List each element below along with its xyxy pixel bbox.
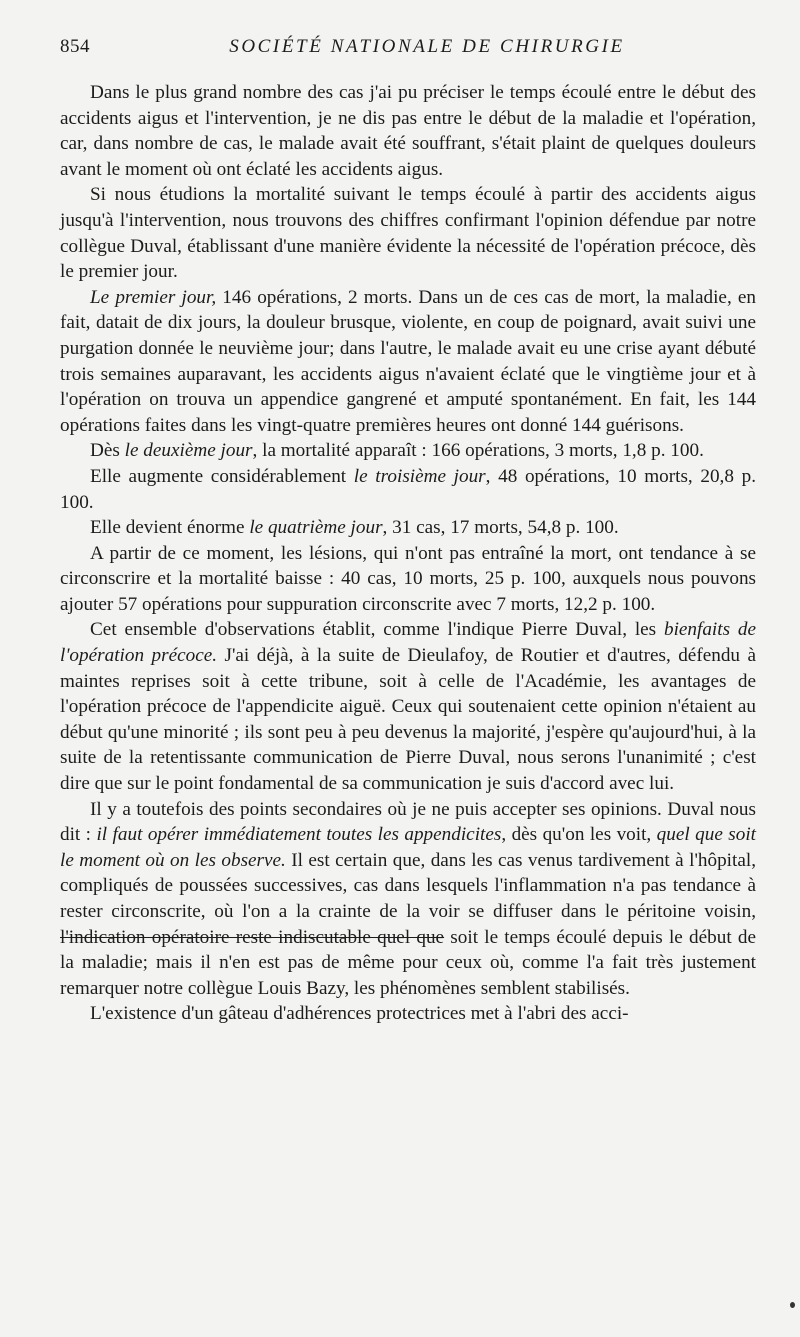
paragraph xyxy=(60,80,756,182)
text-run: 146 opérations, 2 morts. Dans un de ces cas de mort, la maladie, en fait, datait de dix jours, la douleur brusque, violente, en coup de poignard, avait suivi une purgation donnée le neuvième jour; dans l'autre, le malade avait eu une crise ayant débuté trois semaines auparavant, les accidents aigus n'avaient éclaté que le vingtième jour et à l'opération on trouva un appendice gangrené et amputé spontanément. En fait, les 144 opérations faites dans les vingt-quatre premières heures ont donné 144 guérisons. xyxy=(60,286,756,436)
italic-text: le quatrième jour xyxy=(249,517,383,539)
italic-text: il faut opérer immédiatement toutes les appendicites xyxy=(96,824,502,846)
text-run: J'ai déjà, à la suite de Dieulafoy, de Routier et d'autres, défendu à maintes reprises soit à cette tribune, soit à celle de l'Académie, les avantages de l'opération précoce de l'appendicite aiguë. Ceux qui soutenaient cette opinion n'étaient au début qu'une minorité ; ils sont peu à peu devenus la majorité, j'espère qu'aujourd'hui, à la suite de la retentissante communication de Pierre Duval, nous serons l'unanimité ; c'est dire que sur le point fondamental de sa communication je suis d'accord avec lui. xyxy=(60,645,756,795)
body-text xyxy=(60,80,756,1027)
paragraph xyxy=(60,438,756,464)
paragraph xyxy=(60,464,756,515)
text-run: , 48 opérations, 10 morts, 20,8 p. 100. xyxy=(60,465,756,513)
italic-text: quel que soit le moment où on les observe. xyxy=(60,824,756,871)
page-header xyxy=(60,36,754,62)
paragraph xyxy=(60,541,756,618)
text-run: , dès qu'on les voit, xyxy=(501,824,657,846)
page-number: 854 xyxy=(60,36,90,57)
paragraph xyxy=(60,797,756,1002)
text-run: Cet ensemble d'observations établit, comme l'indique Pierre Duval, les xyxy=(90,619,664,641)
paragraph xyxy=(60,182,756,284)
text-run: Dès xyxy=(90,440,125,462)
text-run: L'existence d'un gâteau d'adhérences protectrices met à l'abri des acci- xyxy=(90,1003,629,1025)
text-run: , la mortalité apparaît : 166 opérations, 3 morts, 1,8 p. 100. xyxy=(252,440,704,462)
italic-text: le deuxième jour xyxy=(124,440,253,462)
paragraph xyxy=(60,515,756,541)
text-run: A partir de ce moment, les lésions, qui n'ont pas entraîné la mort, ont tendance à se circonscrire et la mortalité baisse : 40 cas, 10 morts, 25 p. 100, auxquels nous pouvons ajouter 57 opérations pour suppuration circonscrite avec 7 morts, 12,2 p. 100. xyxy=(60,542,756,615)
text-run: Si nous étudions la mortalité suivant le temps écoulé à partir des accidents aigus jusqu'à l'intervention, nous trouvons des chiffres confirmant l'opinion défendue par notre collègue Duval, établissant d'une manière évidente la nécessité de l'opération précoce, dès le premier jour. xyxy=(60,184,756,283)
text-run: Elle devient énorme xyxy=(90,517,250,539)
text-run: Il y a toutefois des points secondaires où je ne puis accepter ses opinions. Duval nous dit : xyxy=(60,798,756,846)
italic-text: le troisième jour xyxy=(353,465,486,487)
italic-text: Le premier jour, xyxy=(90,286,217,308)
paragraph xyxy=(60,285,756,439)
paragraph xyxy=(60,1001,756,1027)
paragraph xyxy=(60,617,756,796)
text-run: soit le temps écoulé depuis le début de la maladie; mais il n'en est pas de même pour ceux où, comme l'a fait très justement remarquer notre collègue Louis Bazy, les phénomènes semblent stabilisés. xyxy=(60,926,756,999)
italic-text: bienfaits de l'opération précoce. xyxy=(60,619,756,667)
text-run: Il est certain que, dans les cas venus tardivement à l'hôpital, compliqués de poussées successives, cas dans lesquels l'inflammation n'a pas tendance à rester circonscrite, où l'on a la crainte de la voir se diffuser dans le péritoine voisin, xyxy=(60,849,756,922)
print-speck xyxy=(790,1302,795,1308)
text-run: , 31 cas, 17 morts, 54,8 p. 100. xyxy=(382,517,619,539)
running-title: SOCIÉTÉ NATIONALE DE CHIRURGIE xyxy=(229,36,625,57)
text-run: Elle augmente considérablement xyxy=(90,465,354,487)
text-run: Dans le plus grand nombre des cas j'ai pu préciser le temps écoulé entre le début des accidents aigus et l'intervention, je ne dis pas entre le début de la maladie et l'opération, car, dans nombre de cas, le malade avait été souffrant, s'était plaint de quelques douleurs avant le moment où ont éclaté les accidents aigus. xyxy=(60,82,756,180)
struck-text: l'indication opératoire reste indiscutable quel que xyxy=(60,926,445,948)
